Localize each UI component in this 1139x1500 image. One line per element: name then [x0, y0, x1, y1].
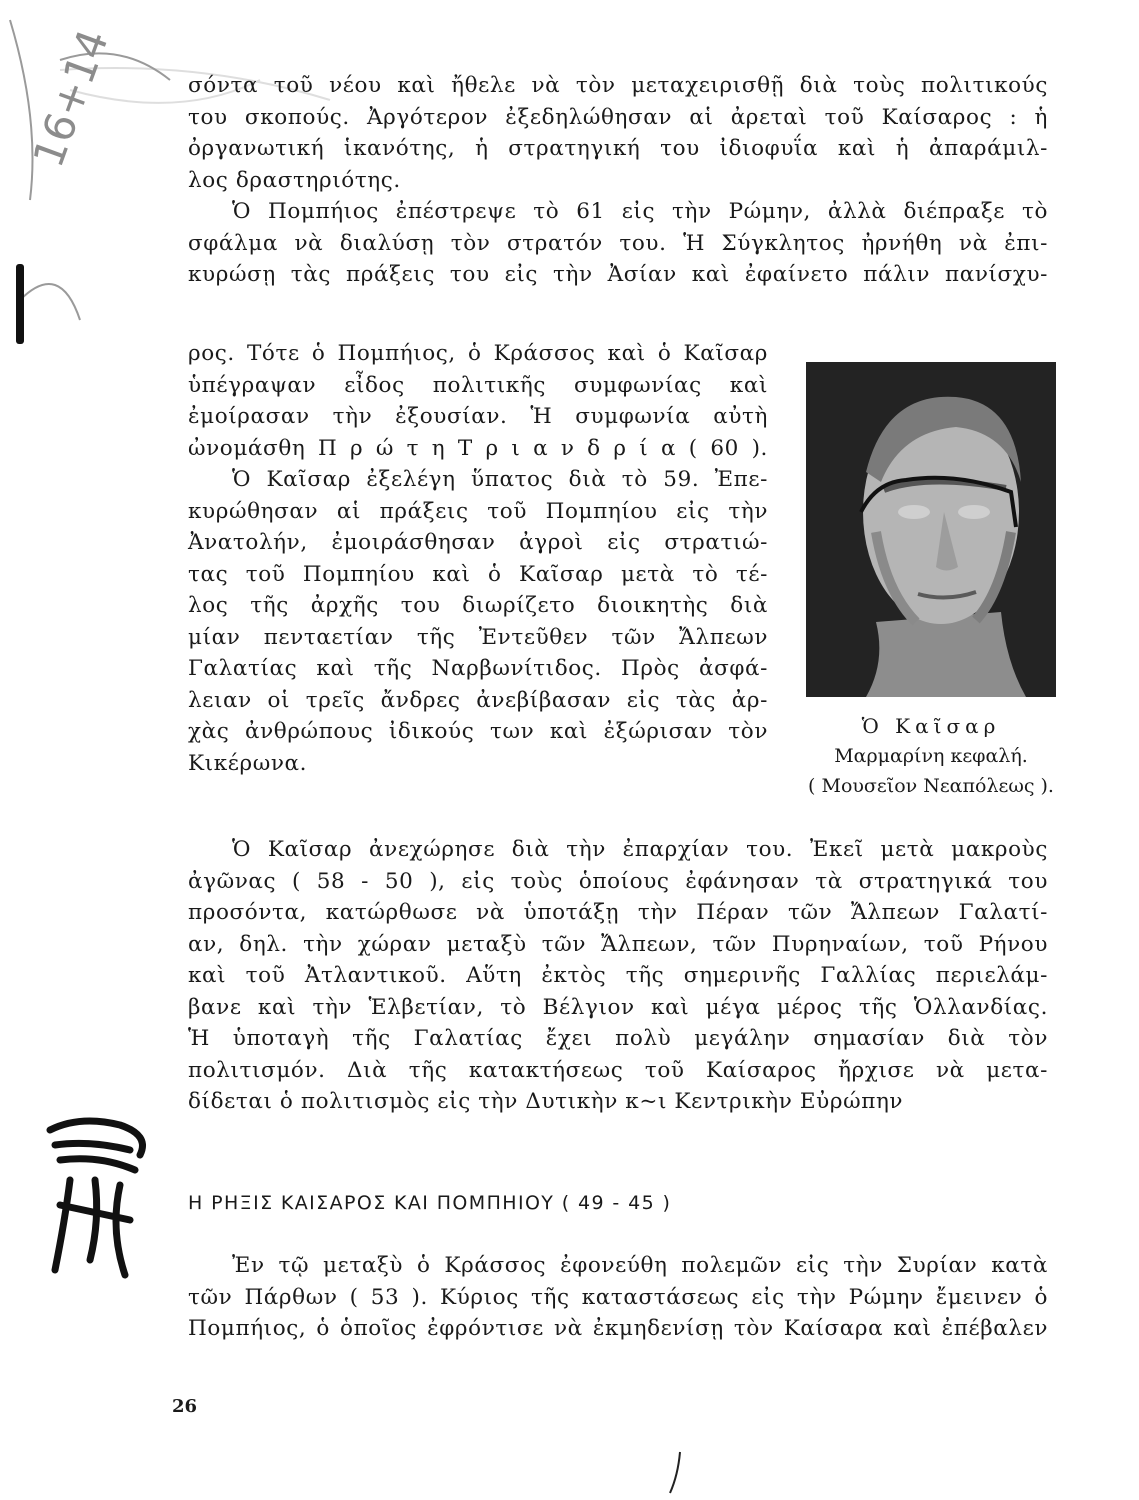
text-line: μίαν πενταετίαν τῆς Ἐντεῦθεν τῶν Ἄλπεων: [188, 624, 768, 650]
caesar-bust-image: [806, 362, 1056, 697]
text-line: κυρώθησαν αἱ πράξεις τοῦ Πομπηίου εἰς τὴν: [188, 498, 768, 524]
margin-scribble-icon: [0, 0, 200, 340]
text-line: λειαν οἱ τρεῖς ἄνδρες ἀνεβίβασαν εἰς τὰς ἀρ-: [188, 687, 768, 713]
text-line: Ἡ ὑποταγὴ τῆς Γαλατίας ἔχει πολὺ μεγάλην σημασίαν διὰ τὸν: [188, 1026, 1048, 1051]
text-block-4: [188, 1250, 1048, 1345]
text-line: προσόντα, κατώρθωσε νὰ ὑποτάξῃ τὴν Πέραν τῶν Ἄλπεων Γαλατί-: [188, 900, 1048, 925]
margin-ink-mark: [16, 264, 24, 344]
text-line: Ἐν τῷ μεταξὺ ὁ Κράσσος ἐφονεύθη πολεμῶν εἰς τὴν Συρίαν κατὰ: [232, 1253, 1048, 1278]
text-line: χὰς ἀνθρώπους ἰδικούς των καὶ ἐξώρισαν τὸν: [188, 719, 768, 744]
text-line: βανε καὶ τὴν Ἑλβετίαν, τὸ Βέλγιον καὶ μέγα μέρος τῆς Ὁλλανδίας.: [188, 994, 1048, 1020]
text-line: Γαλατίας καὶ τῆς Ναρβωνίτιδος. Πρὸς ἀσφά-: [188, 656, 768, 681]
text-line: Ὁ Καῖσαρ ἀνεχώρησε διὰ τὴν ἐπαρχίαν του. Ἐκεῖ μετὰ μακροὺς: [232, 837, 1048, 862]
text-line: λος δραστηριότης.: [188, 167, 401, 193]
ink-scribble-icon: [40, 1110, 170, 1290]
section-heading: Η ΡΗΞΙΣ ΚΑΙΣΑΡΟΣ ΚΑΙ ΠΟΜΠΗΙΟΥ ( 49 - 45 ): [188, 1192, 672, 1214]
caesar-figure: [806, 362, 1056, 801]
text-line: Ὁ Πομπήιος ἐπέστρεψε τὸ 61 εἰς τὴν Ρώμην, ἀλλὰ διέπραξε τὸ: [232, 199, 1048, 224]
text-line: σόντα τοῦ νέου καὶ ἤθελε νὰ τὸν μεταχειρισθῇ διὰ τοὺς πολιτικούς: [188, 73, 1048, 98]
text-block-3: [188, 834, 1048, 1118]
text-line: καὶ τοῦ Ἀτλαντικοῦ. Αὕτη ἐκτὸς τῆς σημερινῆς Γαλλίας περιελάμ-: [188, 963, 1048, 988]
text-line: αν, δηλ. τὴν χώραν μεταξὺ τῶν Ἄλπεων, τῶν Πυρηναίων, τοῦ Ρήνου: [188, 931, 1048, 957]
text-block-1: [188, 70, 1048, 291]
caption-title: Ὁ Καῖσαρ: [861, 714, 1001, 738]
caption-source: ( Μουσεῖον Νεαπόλεως ).: [808, 775, 1054, 797]
text-line: τας τοῦ Πομπηίου καὶ ὁ Καῖσαρ μετὰ τὸ τέ-: [188, 561, 768, 587]
text-line: ὀργανωτική ἱκανότης, ἡ στρατηγική του ἰδιοφυΐα καὶ ἡ ἀπαράμιλ-: [188, 136, 1048, 161]
text-line: σφάλμα νὰ διαλύσῃ τὸν στρατόν του. Ἡ Σύγκλητος ἠρνήθη νὰ ἐπι-: [188, 230, 1048, 256]
text-line: του σκοπούς. Ἀργότερον ἐξεδηλώθησαν αἱ ἀρεταὶ τοῦ Καίσαρος : ἡ: [188, 104, 1048, 130]
page-number: 26: [172, 1396, 198, 1417]
caption-description: Μαρμαρίνη κεφαλή.: [834, 745, 1028, 767]
text-line: κυρώσῃ τὰς πράξεις του εἰς τὴν Ἀσίαν καὶ ἐφαίνετο πάλιν πανίσχυ-: [188, 262, 1048, 287]
text-line: ὑπέγραψαν εἶδος πολιτικῆς συμφωνίας καὶ: [188, 372, 768, 398]
text-line: Ὁ Καῖσαρ ἐξελέγη ὕπατος διὰ τὸ 59. Ἐπε-: [232, 467, 768, 492]
text-line: ἐμοίρασαν τὴν ἐξουσίαν. Ἡ συμφωνία αὐτὴ: [188, 404, 768, 429]
figure-caption: [806, 711, 1056, 801]
pen-stroke-icon: [660, 1450, 690, 1495]
margin-note-text: 16+14: [23, 23, 118, 174]
text-line: Κικέρωνα.: [188, 750, 308, 776]
text-line: πολιτισμόν. Διὰ τῆς κατακτήσεως τοῦ Καίσαρος ἤρχισε νὰ μετα-: [188, 1057, 1048, 1083]
text-line: τῶν Πάρθων ( 53 ). Κύριος τῆς καταστάσεως εἰς τὴν Ρώμην ἔμεινεν ὁ: [188, 1284, 1048, 1310]
text-line: Πομπήιος, ὁ ὁποῖος ἐφρόντισε νὰ ἐκμηδενίσῃ τὸν Καίσαρα καὶ ἐπέβαλεν: [188, 1316, 1048, 1341]
text-line: λος τῆς ἀρχῆς του διωρίζετο διοικητὴς διὰ: [188, 593, 768, 618]
text-block-2: [188, 338, 768, 779]
text-line: ὠνομάσθη Π ρ ώ τ η Τ ρ ι α ν δ ρ ί α ( 60 ).: [188, 435, 768, 461]
text-line: δίδεται ὁ πολιτισμὸς εἰς τὴν Δυτικὴν κ~ι Κεντρικὴν Εὐρώπην: [188, 1089, 904, 1114]
text-line: ρος. Τότε ὁ Πομπήιος, ὁ Κράσσος καὶ ὁ Καῖσαρ: [188, 341, 768, 366]
text-line: ἀγῶνας ( 58 - 50 ), εἰς τοὺς ὁποίους ἐφάνησαν τὰ στρατηγικά του: [188, 868, 1048, 894]
text-line: Ἀνατολήν, ἐμοιράσθησαν ἀγροὶ εἰς στρατιώ-: [188, 530, 768, 555]
